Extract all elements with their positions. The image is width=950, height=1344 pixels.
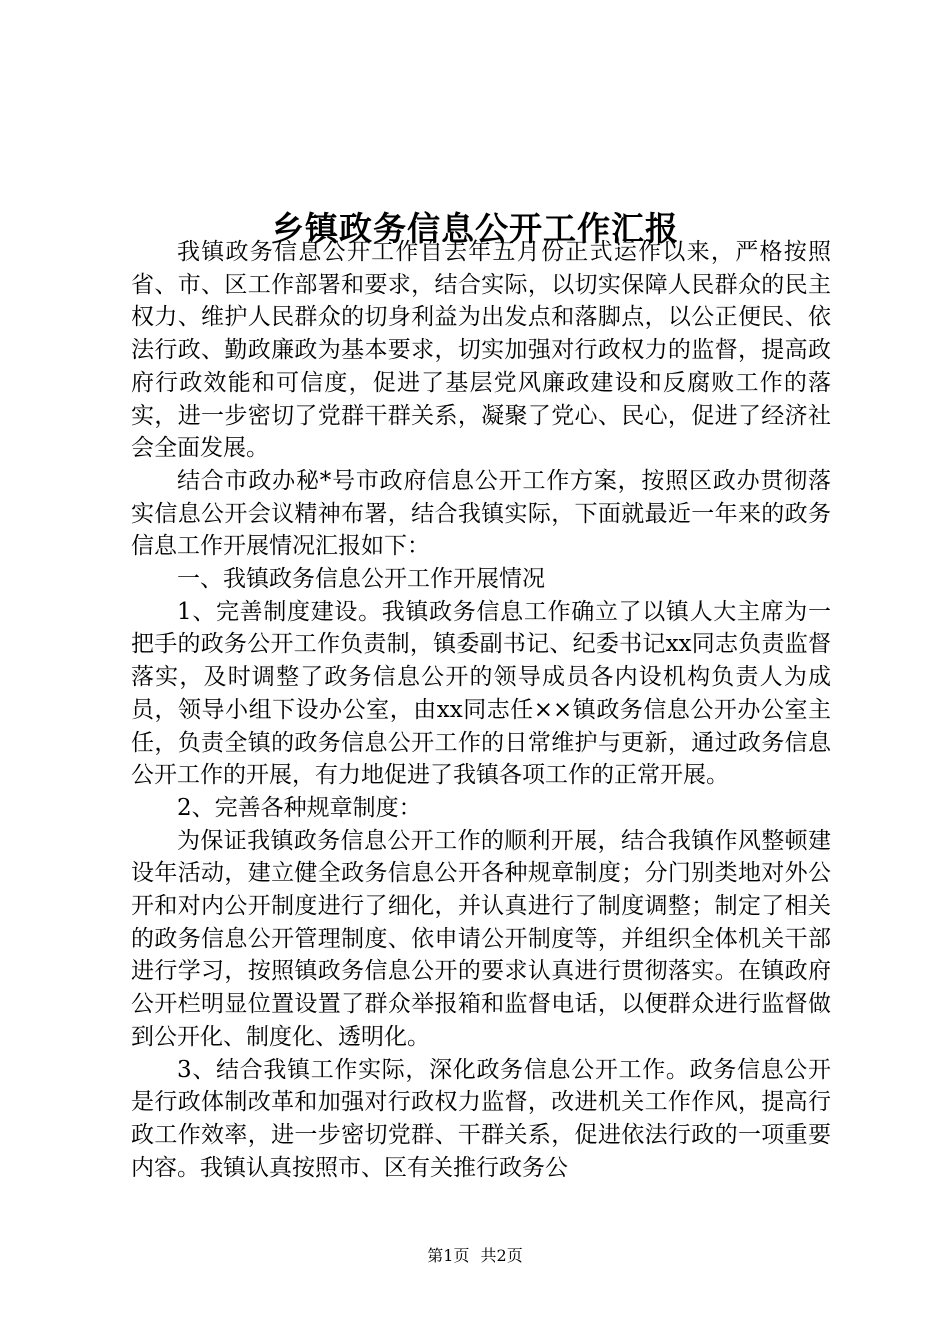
paragraph-context: 结合市政办秘*号市政府信息公开工作方案，按照区政办贯彻落实信息公开会议精神布署，结合我镇实际，下面就最近一年来的政务信息工作开展情况汇报如下： [131, 467, 831, 560]
document-body [131, 236, 831, 1184]
paragraph-intro: 我镇政务信息公开工作自去年五月份正式运作以来，严格按照省、市、区工作部署和要求，结合实际，以切实保障人民群众的民主权力、维护人民群众的切身利益为出发点和落脚点，以公正便民、依法行政、勤政廉政为基本要求，切实加强对行政权力的监督，提高政府行政效能和可信度，促进了基层党风廉政建设和反腐败工作的落实，进一步密切了党群干群关系，凝聚了党心、民心，促进了经济社会全面发展。 [131, 239, 831, 462]
document-title: 乡镇政务信息公开工作汇报 [271, 209, 679, 249]
page-total: 共2页 [480, 1246, 523, 1265]
section-heading: 一、我镇政务信息公开工作开展情况 [177, 566, 545, 593]
page-number: 第1页 [427, 1246, 470, 1265]
paragraph-item-2-heading: 2、完善各种规章制度： [177, 794, 422, 821]
paragraph-item-2-body: 为保证我镇政务信息公开工作的顺利开展，结合我镇作风整顿建设年活动，建立健全政务信息公开各种规章制度；分门别类地对外公开和对内公开制度进行了细化，并认真进行了制度调整；制定了相关的政务信息公开管理制度、依申请公开制度等，并组织全体机关干部进行学习，按照镇政务信息公开的要求认真进行贯彻落实。在镇政府公开栏明显位置设置了群众举报箱和监督电话，以便群众进行监督做到公开化、制度化、透明化。 [131, 827, 831, 1050]
paragraph-item-1: 1、完善制度建设。我镇政务信息工作确立了以镇人大主席为一把手的政务公开工作负责制，镇委副书记、纪委书记xx同志负责监督落实，及时调整了政务信息公开的领导成员各内设机构负责人为成员，领导小组下设办公室，由xx同志任××镇政务信息公开办公室主任，负责全镇的政务信息公开工作的日常维护与更新，通过政务信息公开工作的开展，有力地促进了我镇各项工作的正常开展。 [131, 598, 831, 789]
page-footer [0, 1245, 950, 1267]
paragraph-item-3: 3、结合我镇工作实际，深化政务信息公开工作。政务信息公开是行政体制改革和加强对行政权力监督，改进机关工作作风，提高行政工作效率，进一步密切党群、干群关系，促进依法行政的一项重要内容。我镇认真按照市、区有关推行政务公 [131, 1056, 831, 1181]
